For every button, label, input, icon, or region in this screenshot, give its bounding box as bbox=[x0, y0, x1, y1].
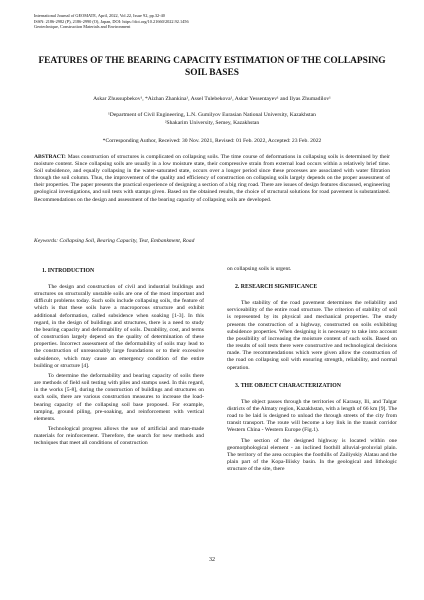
right-column bbox=[227, 266, 397, 476]
paragraph: on collapsing soils is urgent. bbox=[227, 266, 292, 272]
abstract bbox=[34, 154, 390, 204]
section-heading-object-characterization: 3. THE OBJECT CHARACTERIZATION bbox=[235, 382, 341, 389]
paragraph: To determine the deformability and bearing capacity of soils there are methods of field soil testing with piles and stamps used. In this regard, in the works [5-8], during the construction of buildings and structures on such soils, there are various construction measures to increase the load-bearing capacity of the collapsing soil base proposed. For example, tamping, ground piling, pre-soaking, and reinforcement with vertical elements. bbox=[34, 372, 204, 422]
keywords: Keywords: Collapsing Soil, Bearing Capacity, Test, Embankment, Road bbox=[34, 238, 195, 244]
abstract-label: ABSTRACT: bbox=[34, 154, 66, 160]
paragraph: The stability of the road pavement determines the reliability and serviceability of the entire road structure. The criterion of stability of soil is represented by its physical and mechanical properties. The study presents the construction of a highway, constructed on soils exhibiting subsidence properties. When designing it is necessary to take into account the possibility of increasing the moisture content of such soils. Based on the results of soil tests there were constructive and technological decisions made. The recommendations which were given allow the construction of the road on collapsing soil with ensuring strength, reliability, and normal operation. bbox=[227, 300, 397, 371]
affiliation: ¹Department of Civil Engineering, L.N. Gumilyov Eurasian National University, Kazakhstan bbox=[108, 112, 316, 118]
journal-header bbox=[34, 13, 394, 30]
abstract-text: Mass construction of structures is complicated on collapsing soils. The time course of deformations in collapsing soils is determined by their moisture content. Since collapsing soils are usually in a low moisture state, their compressive strain from external load occurs within a relatively brief time. Soil subsidence, and equally collapsing in the water-saturated state, occurs over a longer period since these processes are associated with water filtration through the soil column. Thus, the improvement of the quality and efficiency of construction on collapsing soils largely depends on the proper assessment of their properties. The paper presents the practical experience of designing a section of a big ring road. There are issues of design features discussed, engineering geological investigations, and soil tests with stamps given. Based on the obtained results, the choice of structural solutions for road pavement is substantiated. Recommendations on the design and assessment of the bearing capacity of collapsing soils are developed. bbox=[34, 154, 390, 203]
paper-title: FEATURES OF THE BEARING CAPACITY ESTIMATION OF THE COLLAPSING SOIL BASES bbox=[38, 56, 386, 78]
author-list: Askar Zhussupbekov¹, *Aizhan Zhankina¹, Assel Tulebekova¹, Askar Yessentayev¹ and Ilyas Zhumadilov¹ bbox=[93, 96, 331, 102]
paragraph: The object passes through the territories of Karasay, Ili, and Talgar districts of the Almaty region, Kazakhstan, with a length of 66 km [9]. The road to be laid is designed to unload the through streets of the city from transit transport. The route will become a key link in the transit corridor Western China - Western Europe (Fig.1). bbox=[227, 398, 397, 434]
section-heading-research-significance: 2. RESEARCH SIGNIFICANCE bbox=[235, 284, 318, 291]
affiliations bbox=[34, 112, 390, 127]
paragraph: The section of the designed highway is located within one geomorphological element - an inclined foothill alluvial-proluvial plain. The territory of the area occupies the foothills of Zailiyskiy Alatau and the plain part of the Kopa-Iliisky basin. In the geological and lithologic structure of the site, there bbox=[227, 437, 397, 473]
correspondence-line: *Corresponding Author, Received: 30 Nov. 2021, Revised: 01 Feb. 2022, Accepted: 23 Feb. 2022 bbox=[102, 138, 322, 144]
paragraph: The design and construction of civil and industrial buildings and structures on structurally unstable soils are one of the most important and difficult problems today. Such soils include collapsing soils, the feature of which is that these soils have a macroporous structure and exhibit additional deformation, called subsidence when soaking [1-3]. In this regard, in the design of buildings and structures, there is a need to study the bearing capacity and deformability of soils. Durability, cost, and terms of construction largely depend on the quality of determination of these properties. Incorrect assessment of the deformability of soils may lead to the construction of unreasonably large foundations or to their excessive subsidence, which may cause an emergency condition of the entire building or structure [4]. bbox=[34, 284, 204, 369]
section-heading-introduction: 1. INTRODUCTION bbox=[42, 268, 95, 274]
journal-header-line: ISSN: 2186-2982 (P), 2186-2990 (O), Japan, DOI: https://doi.org/10.21660/2022.92.1456 bbox=[34, 18, 189, 24]
paragraph: Technological progress allows the use of artificial and man-made materials for reinforcement. Therefore, the search for new methods and techniques that meet all conditions of construction bbox=[34, 425, 204, 447]
journal-header-line: Geotechnique, Construction Materials and Environment bbox=[34, 24, 131, 30]
affiliation: ²Shakarim University, Semey, Kazakhstan bbox=[164, 119, 260, 126]
left-column bbox=[34, 268, 204, 450]
journal-header-line: International Journal of GEOMATE, April, 2022, Vol.22, Issue 92, pp.32-40 bbox=[34, 13, 165, 18]
page-number: 32 bbox=[209, 557, 215, 563]
